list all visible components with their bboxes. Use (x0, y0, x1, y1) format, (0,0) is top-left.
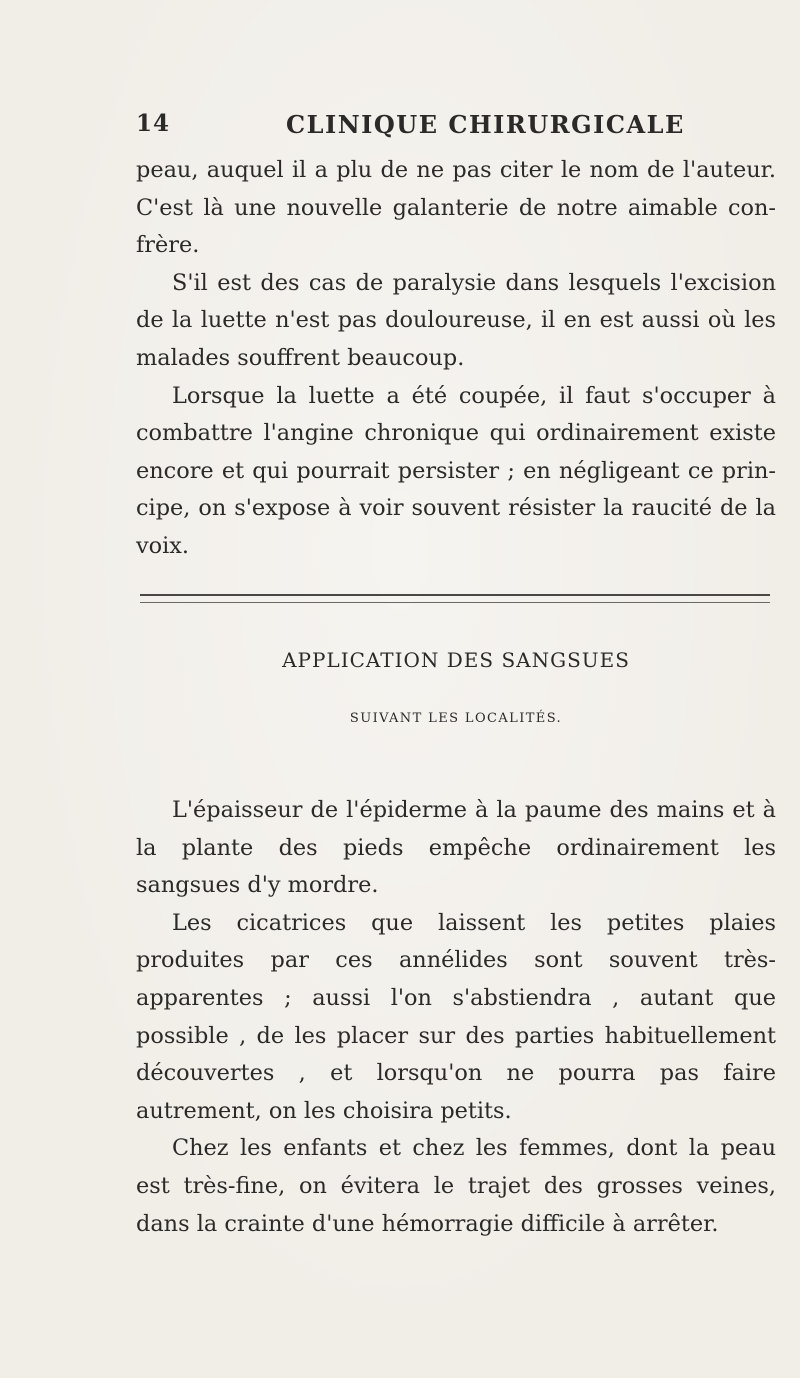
text-block-section (136, 792, 776, 1243)
paragraph: Chez les enfants et chez les femmes, dont la peau est très-fine, on évitera le trajet des grosses veines, dans la crainte d'une hémorragie difficile à arrêter. (136, 1135, 776, 1237)
page-header (136, 110, 736, 150)
paragraph: L'épaisseur de l'épiderme à la paume des mains et à la plante des pieds empêche ordinairement les sangsues d'y mordre. (136, 797, 776, 899)
section-title: APPLICATION DES SANGSUES (282, 648, 630, 672)
running-title: CLINIQUE CHIRURGICALE (286, 110, 685, 139)
paragraph: peau, auquel il a plu de ne pas citer le nom de l'auteur. C'est là une nouvelle galanterie de notre aimable con-frère. (136, 157, 776, 259)
section-divider (140, 594, 770, 603)
paragraph: Lorsque la luette a été coupée, il faut s'occuper à combattre l'angine chronique qui ordinairement existe encore et qui pourrait persister ; en négligeant ce prin-cipe, on s'expose à voir souvent résister la raucité de la voix. (136, 382, 776, 559)
paragraph: Les cicatrices que laissent les petites plaies produites par ces annélides sont souvent très-apparentes ; aussi l'on s'abstiendra , autant que possible , de les placer sur des parties habituellement découvertes , et lorsqu'on ne pourra pas faire autrement, on les choisira petits. (136, 909, 776, 1124)
paragraph: S'il est des cas de paralysie dans lesquels l'excision de la luette n'est pas douloureuse, il en est aussi où les malades souffrent beaucoup. (136, 269, 776, 371)
page-number: 14 (136, 110, 171, 137)
text-block-continued (136, 152, 776, 566)
section-subtitle: SUIVANT LES LOCALITÉS. (349, 711, 563, 726)
